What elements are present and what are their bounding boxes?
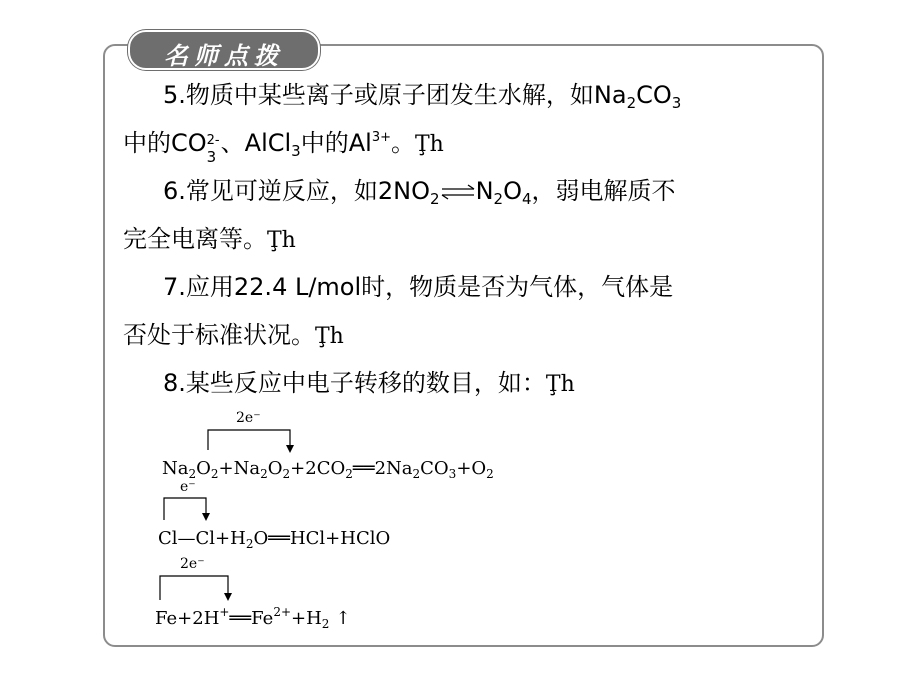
reaction-equation-1: $Na_2O_2+Na_2O_2+2CO_2══2Na_2CO_3+O_2$ (162, 458, 494, 481)
mark-glyph: Ţh (545, 372, 575, 397)
paragraph-6-line-1: 6.常见可逆反应，如$2NO_2$ $N_2O_4$，弱电解质不 (163, 177, 676, 208)
paragraph-6-line-2: 完全电离等。Ţh (123, 225, 296, 253)
mark-glyph: Ţh (315, 324, 344, 349)
electron-transfer-bracket-1 (208, 430, 294, 453)
arrow-down-icon (224, 593, 232, 601)
electron-label-1: 2e⁻ (236, 410, 261, 426)
arrow-down-icon (286, 445, 294, 453)
co3-charge: 2- 3 (206, 133, 220, 166)
reaction-equation-2: $Cl—Cl+H_2O══HCl+HClO$ (158, 528, 391, 551)
paragraph-5-line-1: 5.物质中某些离子或原子团发生水解，如$Na_2CO_3$ (163, 81, 682, 112)
electron-transfer-bracket-3 (160, 576, 232, 601)
electron-label-2: e⁻ (180, 479, 196, 495)
electron-transfer-bracket-2 (164, 498, 210, 521)
paragraph-7-line-2: 否处于标准状况。Ţh (123, 321, 344, 349)
electron-label-3: 2e⁻ (180, 556, 205, 572)
badge-title: 名师点拨 (164, 41, 284, 70)
paragraph-8-line-1: 8.某些反应中电子转移的数目，如：Ţh (163, 369, 575, 397)
mark-glyph: Ţh (267, 228, 296, 253)
mark-glyph: Ţh (414, 132, 444, 157)
reaction-equation-3: $Fe+2H^+══Fe^{2+}+H_2$ ↑ (155, 605, 351, 631)
paragraph-5-line-2: 中的CO 2- 3 、AlCl$_3$中的$Al^{3+}$。Ţh (123, 129, 444, 166)
arrow-down-icon (202, 513, 210, 521)
paragraph-7-line-1: 7.应用22.4 L/mol时，物质是否为气体，气体是 (163, 273, 674, 301)
